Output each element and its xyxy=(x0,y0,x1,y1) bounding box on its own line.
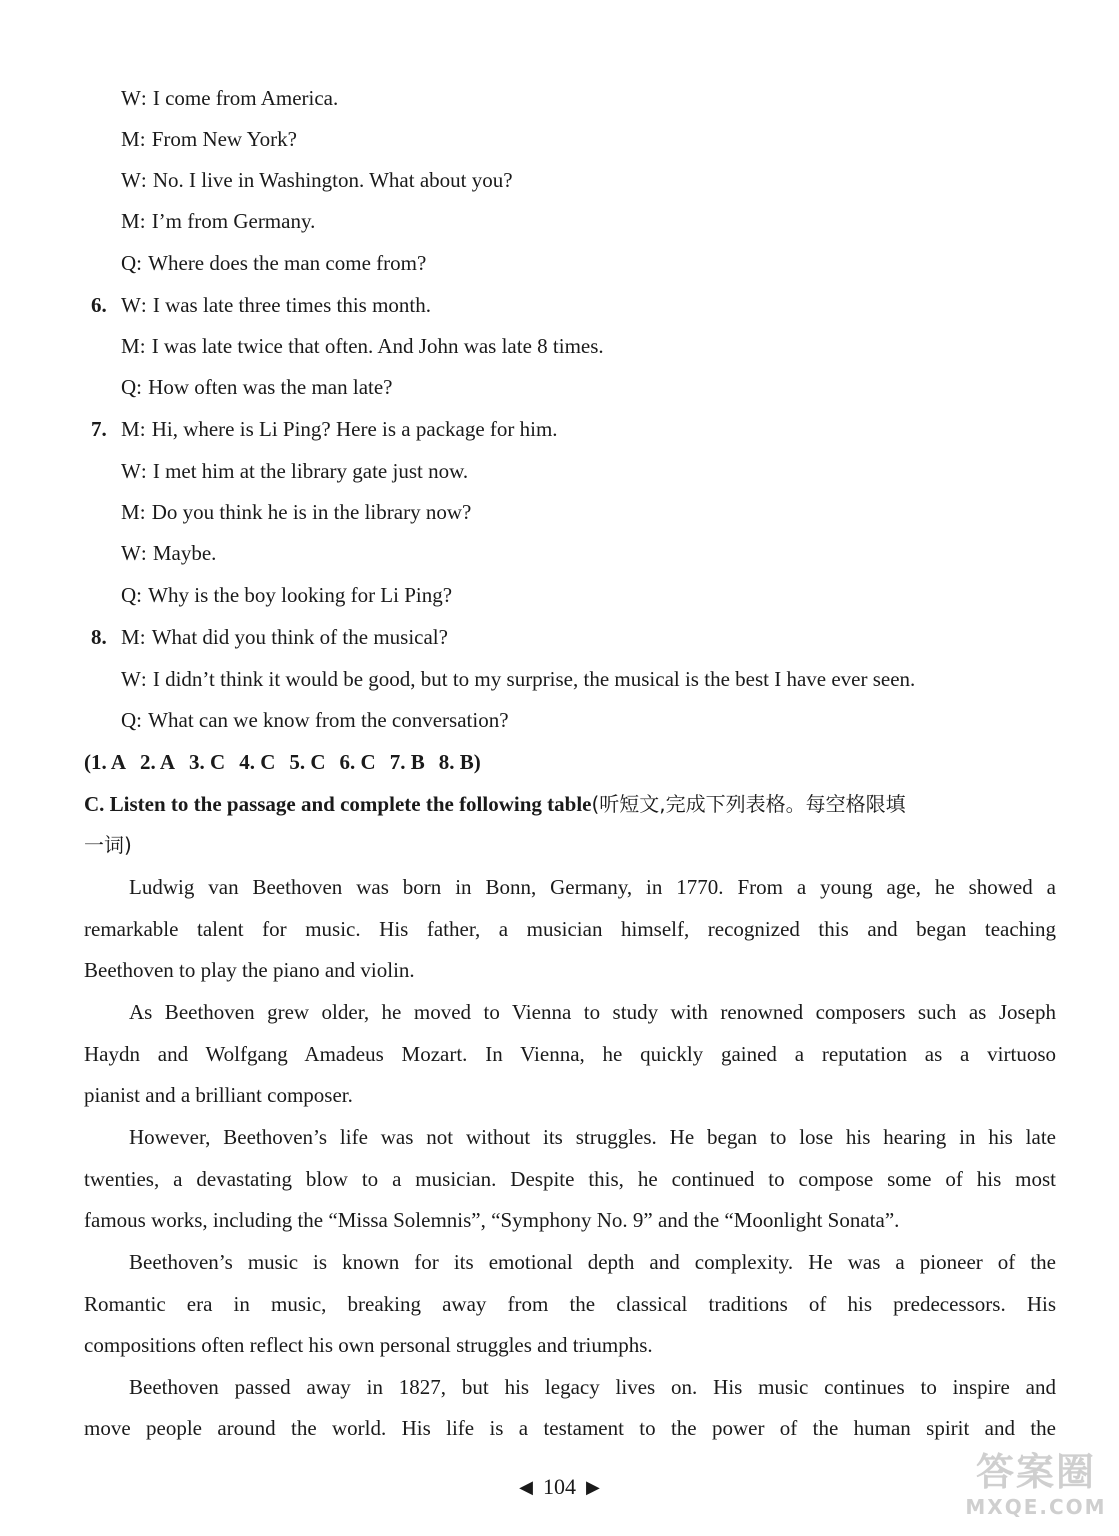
right-arrow-icon: ▶ xyxy=(586,1476,600,1497)
dialogue-line: Q: How often was the man late? xyxy=(121,375,393,399)
dialogue-line: 7. M: Hi, where is Li Ping? Here is a package for him. xyxy=(91,417,558,441)
dialogue-line: Q: Why is the boy looking for Li Ping? xyxy=(121,583,453,607)
question-number: 8. xyxy=(91,625,107,649)
section-title: C. Listen to the passage and complete the following table(听短文,完成下列表格。每空格限填 xyxy=(84,792,906,816)
answer-item: 4. C xyxy=(239,750,276,774)
answer-item: 8. B xyxy=(438,750,474,774)
dialogue-line: W: I met him at the library gate just now. xyxy=(121,459,469,483)
passage-line: Beethoven passed away in 1827, but his legacy lives on. His music continues to inspire and xyxy=(129,1375,1056,1399)
dialogue-line: M: I’m from Germany. xyxy=(121,209,316,233)
dialogue-line: 8. M: What did you think of the musical? xyxy=(91,625,448,649)
passage-line: move people around the world. His life is a testament to the power of the human spirit and the xyxy=(84,1416,1056,1440)
dialogue-line: W: Maybe. xyxy=(121,541,217,565)
answer-item: 5. C xyxy=(289,750,326,774)
page-footer xyxy=(0,1470,1119,1502)
answer-item: 7. B xyxy=(389,750,425,774)
dialogue-line: Q: What can we know from the conversation? xyxy=(121,708,509,732)
dialogue-line: M: Do you think he is in the library now? xyxy=(121,500,472,524)
dialogue-line: M: From New York? xyxy=(121,127,297,151)
answer-key: (1. A 2. A 3. C 4. C 5. C 6. C 7. B 8. B) xyxy=(84,750,481,774)
passage-line: However, Beethoven’s life was not without its struggles. He began to lose his hearing in his late xyxy=(129,1125,1056,1149)
passage-line: compositions often reflect his own personal struggles and triumphs. xyxy=(84,1333,653,1357)
passage-line: As Beethoven grew older, he moved to Vienna to study with renowned composers such as Joseph xyxy=(129,1000,1056,1024)
passage-line: Ludwig van Beethoven was born in Bonn, Germany, in 1770. From a young age, he showed a xyxy=(129,875,1056,899)
dialogue-line: M: I was late twice that often. And John was late 8 times. xyxy=(121,334,604,358)
section-title-continued: 一词) xyxy=(84,833,132,857)
answer-item: 1. A xyxy=(91,750,127,774)
passage-line: pianist and a brilliant composer. xyxy=(84,1083,353,1107)
question-number: 6. xyxy=(91,293,107,317)
page-number: 104 xyxy=(543,1473,576,1499)
dialogue-line: 6. W: I was late three times this month. xyxy=(91,293,432,317)
passage-line: twenties, a devastating blow to a musician. Despite this, he continued to compose some of his most xyxy=(84,1167,1056,1191)
answer-item: 2. A xyxy=(140,750,176,774)
answer-item: 6. C xyxy=(339,750,376,774)
watermark-logo: 答案圈 MXQE.COM xyxy=(965,1450,1107,1519)
dialogue-line: W: I didn’t think it would be good, but to my surprise, the musical is the best I have ever seen. xyxy=(121,667,916,691)
passage-line: remarkable talent for music. His father, a musician himself, recognized this and began teaching xyxy=(84,917,1056,941)
passage-line: Haydn and Wolfgang Amadeus Mozart. In Vienna, he quickly gained a reputation as a virtuoso xyxy=(84,1042,1056,1066)
passage-line: Beethoven’s music is known for its emotional depth and complexity. He was a pioneer of the xyxy=(129,1250,1056,1274)
dialogue-line: W: No. I live in Washington. What about you? xyxy=(121,168,513,192)
answer-item: 3. C xyxy=(189,750,226,774)
left-arrow-icon: ◀ xyxy=(519,1476,533,1497)
passage-line: famous works, including the “Missa Solemnis”, “Symphony No. 9” and the “Moonlight Sonata”. xyxy=(84,1208,900,1232)
dialogue-line: Q: Where does the man come from? xyxy=(121,251,427,275)
passage-line: Romantic era in music, breaking away from the classical traditions of his predecessors. His xyxy=(84,1292,1056,1316)
dialogue-line: W: I come from America. xyxy=(121,86,339,110)
passage-line: Beethoven to play the piano and violin. xyxy=(84,958,415,982)
question-number: 7. xyxy=(91,417,107,441)
